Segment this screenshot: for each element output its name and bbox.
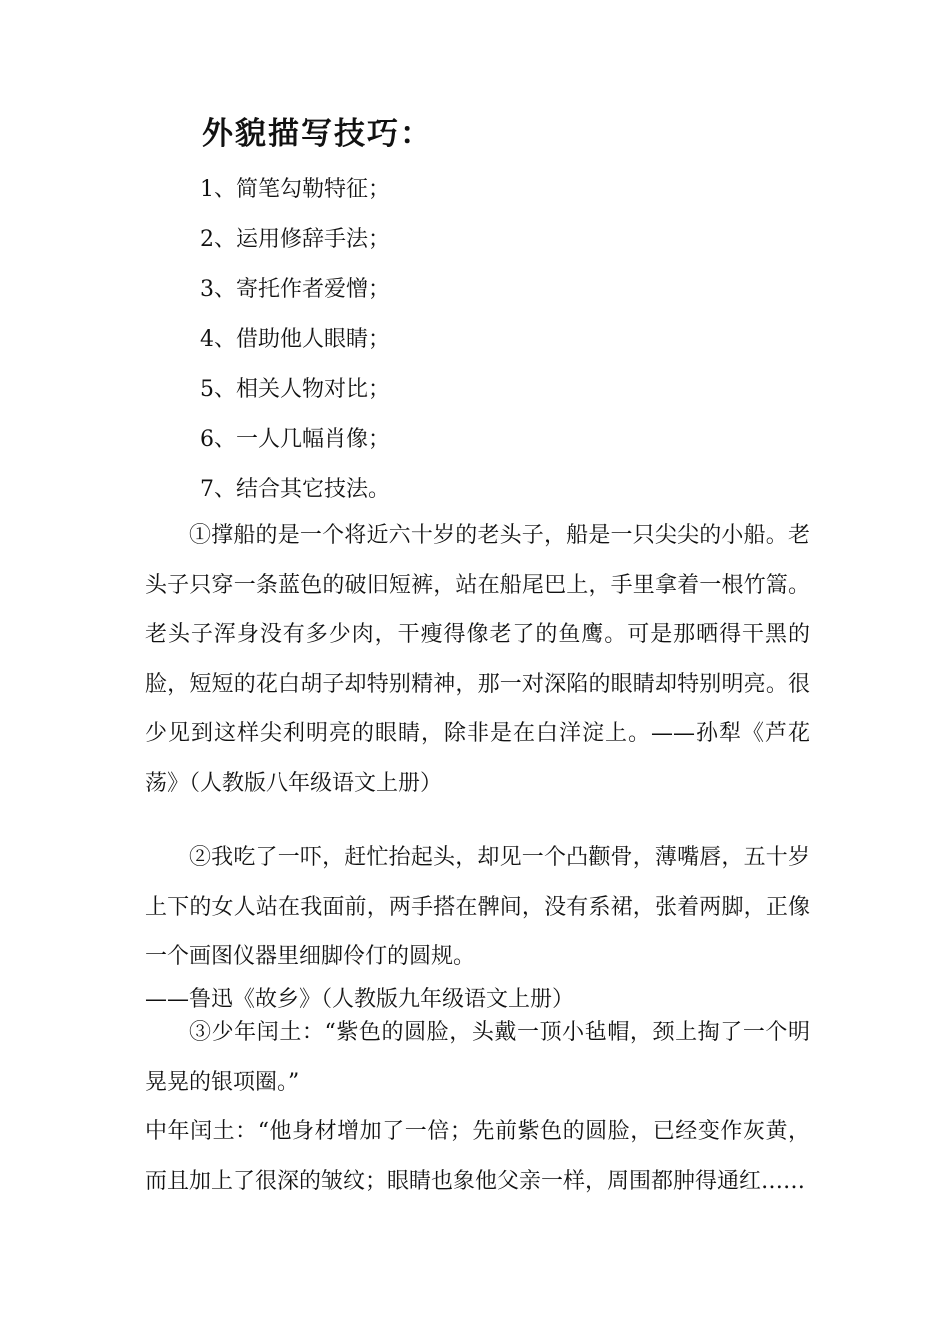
example-3-middle: 中年闰土：“他身材增加了一倍；先前紫色的圆脸，已经变作灰黄，而且加上了很深的皱纹；眼睛也象他父亲一样，周围都肿得通红…… [145,1119,810,1194]
example-2-text: ②我吃了一吓，赶忙抬起头，却见一个凸颧骨，薄嘴唇，五十岁上下的女人站在我面前，两手搭在髀间，没有系裙，张着两脚，正像一个画图仪器里细脚伶仃的圆规。 [145,845,810,969]
technique-item-7: 7、结合其它技法。 [200,477,390,502]
technique-item-4: 4、借助他人眼睛； [200,327,390,352]
technique-item-2: 2、运用修辞手法； [200,227,390,252]
example-1-text: ①撑船的是一个将近六十岁的老头子，船是一只尖尖的小船。老头子只穿一条蓝色的破旧短裤，站在船尾巴上，手里拿着一根竹篙。老头子浑身没有多少肉，干瘦得像老了的鱼鹰。可是那晒得干黑的脸，短短的花白胡子却特别精神，那一对深陷的眼睛却特别明亮。很少见到这样尖利明亮的眼睛，除非是在白洋淀上。——孙犁《芦花荡》（人教版八年级语文上册） [145,523,810,796]
technique-item-6: 6、一人几幅肖像； [200,427,390,452]
example-2 [145,833,810,1018]
example-3-young: ③少年闰土：“紫色的圆脸，头戴一顶小毡帽，颈上掏了一个明晃晃的银项圈。” [145,1020,810,1095]
technique-item-3: 3、寄托作者爱憎； [200,277,390,302]
page-title: 外貌描写技巧： [202,116,433,152]
technique-item-5: 5、相关人物对比； [200,377,390,402]
example-1 [145,511,810,808]
example-2-source: ——鲁迅《故乡》（人教版九年级语文上册） [145,986,575,1012]
example-3 [145,1008,810,1206]
technique-item-1: 1、简笔勾勒特征； [200,177,390,202]
